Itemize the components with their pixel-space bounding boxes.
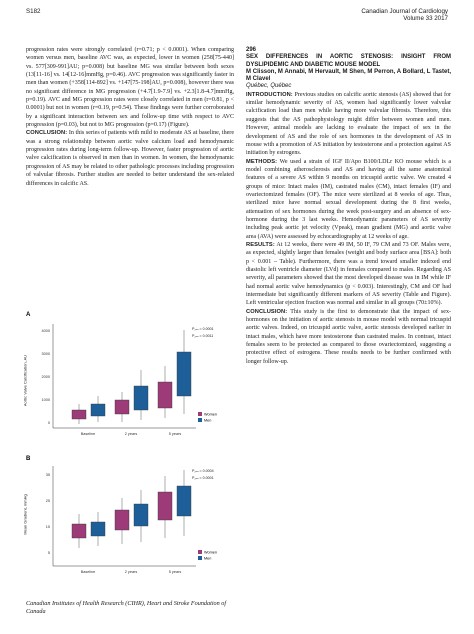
abstract-affiliation: Québec, Québec bbox=[246, 83, 292, 90]
panel-a-ytick: 4000 bbox=[41, 329, 50, 333]
panel-b-ytick: 25 bbox=[45, 499, 50, 503]
box-men-5y bbox=[177, 486, 191, 516]
panel-a-ylabel: Aortic Valve Calcification, AU bbox=[22, 354, 28, 407]
results-label: RESULTS: bbox=[246, 241, 275, 248]
legend-women: Women bbox=[204, 550, 218, 555]
left-column bbox=[26, 46, 234, 188]
panel-a-xtick: 5 years bbox=[168, 432, 182, 436]
panel-b-ytick: 35 bbox=[45, 473, 50, 477]
panel-a-xtick: 2 years bbox=[124, 432, 138, 436]
panel-b-ytick: 5 bbox=[47, 551, 50, 555]
abstract-title: SEX DIFFERENCES IN AORTIC STENOSIS: INSIGHT FROM DYSLIPIDEMIC AND DIABETIC MOUSE MODEL bbox=[246, 54, 451, 68]
abstract-authors: M Clisson, M Annabi, M Hervault, M Shen, M Perron, A Bollard, L Tastet, M Clavel bbox=[246, 68, 451, 83]
panel-b-xtick: 2 years bbox=[124, 570, 138, 574]
introduction-text: Previous studies on calcific aortic stenosis (AS) showed that for similar hemodynamic severity of AS, women had significantly lower valvular calcification load than men while having more valvular fibrosis. Therefore, this suggests that the AS pathophysiology might differ between women and men. However, animal models are lacking to evaluate the impact of sex in the development of AS and the role of sex hormones in the development of AS in mouse with a promotion of AS initiation by testosterone and a protection against AS initiation by estrogens. bbox=[246, 91, 451, 157]
legend-men: Men bbox=[204, 556, 212, 561]
methods-label: METHODS: bbox=[246, 158, 278, 165]
abstract-conclusion-label: CONCLUSION: bbox=[246, 308, 288, 315]
panel-a-pvalue: P₂ₒₐ = 0.0011 bbox=[192, 334, 214, 338]
panel-a-ytick: 1000 bbox=[41, 398, 50, 402]
panel-a-xtick: Baseline bbox=[80, 432, 96, 436]
box-women-2y bbox=[115, 400, 129, 414]
box-women-baseline bbox=[72, 410, 86, 419]
box-men-2y bbox=[134, 386, 148, 410]
panel-b-pvalue: P₂ₒₐ = 0.0004 bbox=[192, 469, 214, 473]
legend-men: Men bbox=[204, 418, 212, 423]
box-men-baseline bbox=[91, 404, 105, 416]
box-women-baseline bbox=[72, 524, 86, 538]
box-men-5y bbox=[177, 352, 191, 396]
right-column bbox=[246, 47, 451, 366]
legend-women-swatch bbox=[198, 412, 202, 416]
figure-panel-a bbox=[26, 308, 234, 446]
panel-b-label: B bbox=[26, 456, 31, 462]
box-women-5y bbox=[158, 382, 172, 408]
panel-a-ytick: 0 bbox=[47, 421, 50, 425]
panel-b-pvalue: P₂ₒₐ = 0.0001 bbox=[192, 476, 214, 480]
panel-a-ytick: 3000 bbox=[41, 352, 50, 356]
abstract-conclusion-text: This study is the first to demonstrate that the impact of sex-hormones on the initiation of aortic stenosis in mouse model with normal tricuspid aortic valves. Indeed, on tricuspid aortic valve, aortic stenosis developed earlier in intact males, which have more testosterone than castrated males. In contrast, intact females seem to be protected as compared to those ovariectomized, suggesting a protective effect of estrogens. These results needs to be further confirmed with longer follow-up. bbox=[246, 308, 452, 365]
legend-women: Women bbox=[204, 412, 218, 417]
results-text: At 12 weeks, there were 49 IM, 50 IF, 79 CM and 73 OF. Males were, as expected, slightly larger than females (weight and body surface area [BSA]: both p < 0.001 – Table). Furthermore, there was a trend toward smaller indexed end diastolic left ventricle diameter (LVd) in females compared to males. Regarding AS severity, all parameters showed that the most developed disease was in IM while IF had normal aortic valve hemodynamics (p < 0.003). Interestingly, CM and OF had intermediate but significantly different markers of AS severity (Table and Figure). Left ventricular ejection fraction was normal and similar in all groups (70±10%). bbox=[246, 241, 451, 307]
legend-men-swatch bbox=[198, 556, 202, 560]
panel-a-pvalue: P₂ₒₐ = 0.0001 bbox=[192, 327, 214, 331]
conclusion-label: CONCLUSION: bbox=[26, 130, 68, 137]
methods-text: We used a strain of IGF II/Apo B100/LDLr KO mouse which is a model combining atherosclerosis and AS and having all the same anatomical features of a severe AS within 9 months on tricuspid aortic valve. We created 4 groups of mice: Intact males (IM), castrated males (CM), intact females (IF) and ovariectomized females (OF). The mice were sterilized at 8 weeks of age. Thus, sterilized mice have normal sexual development during the 8 first weeks, attenuation of sex hormones during the week post-surgery and an absence of sex-hormone during the 3 last weeks. Hemodynamic parameters of AS severity including peak aortic jet velocity (Vpeak), mean gradient (MG) and aortic valve area (AVA) were assessed by echocardiography at 12 weeks of age. bbox=[246, 158, 452, 240]
page-number: S182 bbox=[26, 8, 41, 15]
figure-panel-b bbox=[26, 452, 234, 586]
left-conclusion bbox=[26, 129, 234, 187]
funding-note: Canadian Institutes of Health Research (CIHR), Heart and Stroke Foundation of Canada bbox=[26, 600, 227, 615]
results-paragraph bbox=[246, 241, 451, 308]
box-men-baseline bbox=[91, 522, 105, 536]
box-women-5y bbox=[158, 492, 172, 520]
panel-b-ytick: 15 bbox=[45, 525, 50, 529]
conclusion-text: In this series of patients with mild to moderate AS at baseline, there was a strong relationship between aortic valve calcium load and hemodynamic progression rates during long-term follow-up. However, faster progression of aortic valve calcification is observed in men than in women. In women, the hemodynamic progression of AS may be related to other pathologic processes including progression of valvular fibrosis. Further studies are needed to better understand the sex-related differences in calcific AS. bbox=[26, 130, 235, 187]
abstract-number: 296 bbox=[246, 47, 257, 53]
box-women-2y bbox=[115, 510, 129, 530]
legend-women-swatch bbox=[198, 550, 202, 554]
journal-header bbox=[361, 8, 448, 22]
box-men-2y bbox=[134, 504, 148, 526]
results-continued: progression rates were strongly correlated (r=0.71; p < 0.0001). When comparing women versus men, baseline AVC was, as expected, lower in women (258[75-440] vs. 577[309-991]AU; p=0.008) but baseline MG was similar between both sexes (13[11-16] vs. 14[12-16]mmHg, p=0.46). AVC progression was significantly faster in men than women (+358[114-892] vs. +147[75-198]AU, p=0.008), however there was no significant difference in MG progression (+4.7[1.9-7.9] vs. +2.3[1.8-4.7]mmHg, p=0.19). AVC and MG progression rates were closely correlated in men (r=0.81, p < 0.0001) but not in women (r=0.19, p=0.54). These findings were further corroborated by a significant interaction between sex and follow-up time with respect to AVC progression (p=0.03), but not to MG progression (p=0.17) (Figure). bbox=[26, 47, 234, 129]
panel-b-xtick: 5 years bbox=[168, 570, 182, 574]
panel-b-xtick: Baseline bbox=[80, 570, 96, 574]
journal-volume: Volume 33 2017 bbox=[403, 15, 448, 22]
legend-men-swatch bbox=[198, 418, 202, 422]
panel-a-ytick: 2000 bbox=[41, 375, 50, 379]
introduction-label: INTRODUCTION: bbox=[246, 91, 293, 98]
journal-name: Canadian Journal of Cardiology bbox=[361, 8, 448, 15]
panel-a-label: A bbox=[26, 312, 31, 318]
methods-paragraph bbox=[246, 158, 451, 241]
introduction-paragraph bbox=[246, 91, 451, 158]
panel-b-ylabel: Mean Gradient, mmHg bbox=[22, 494, 28, 535]
abstract-conclusion-paragraph bbox=[246, 308, 451, 366]
